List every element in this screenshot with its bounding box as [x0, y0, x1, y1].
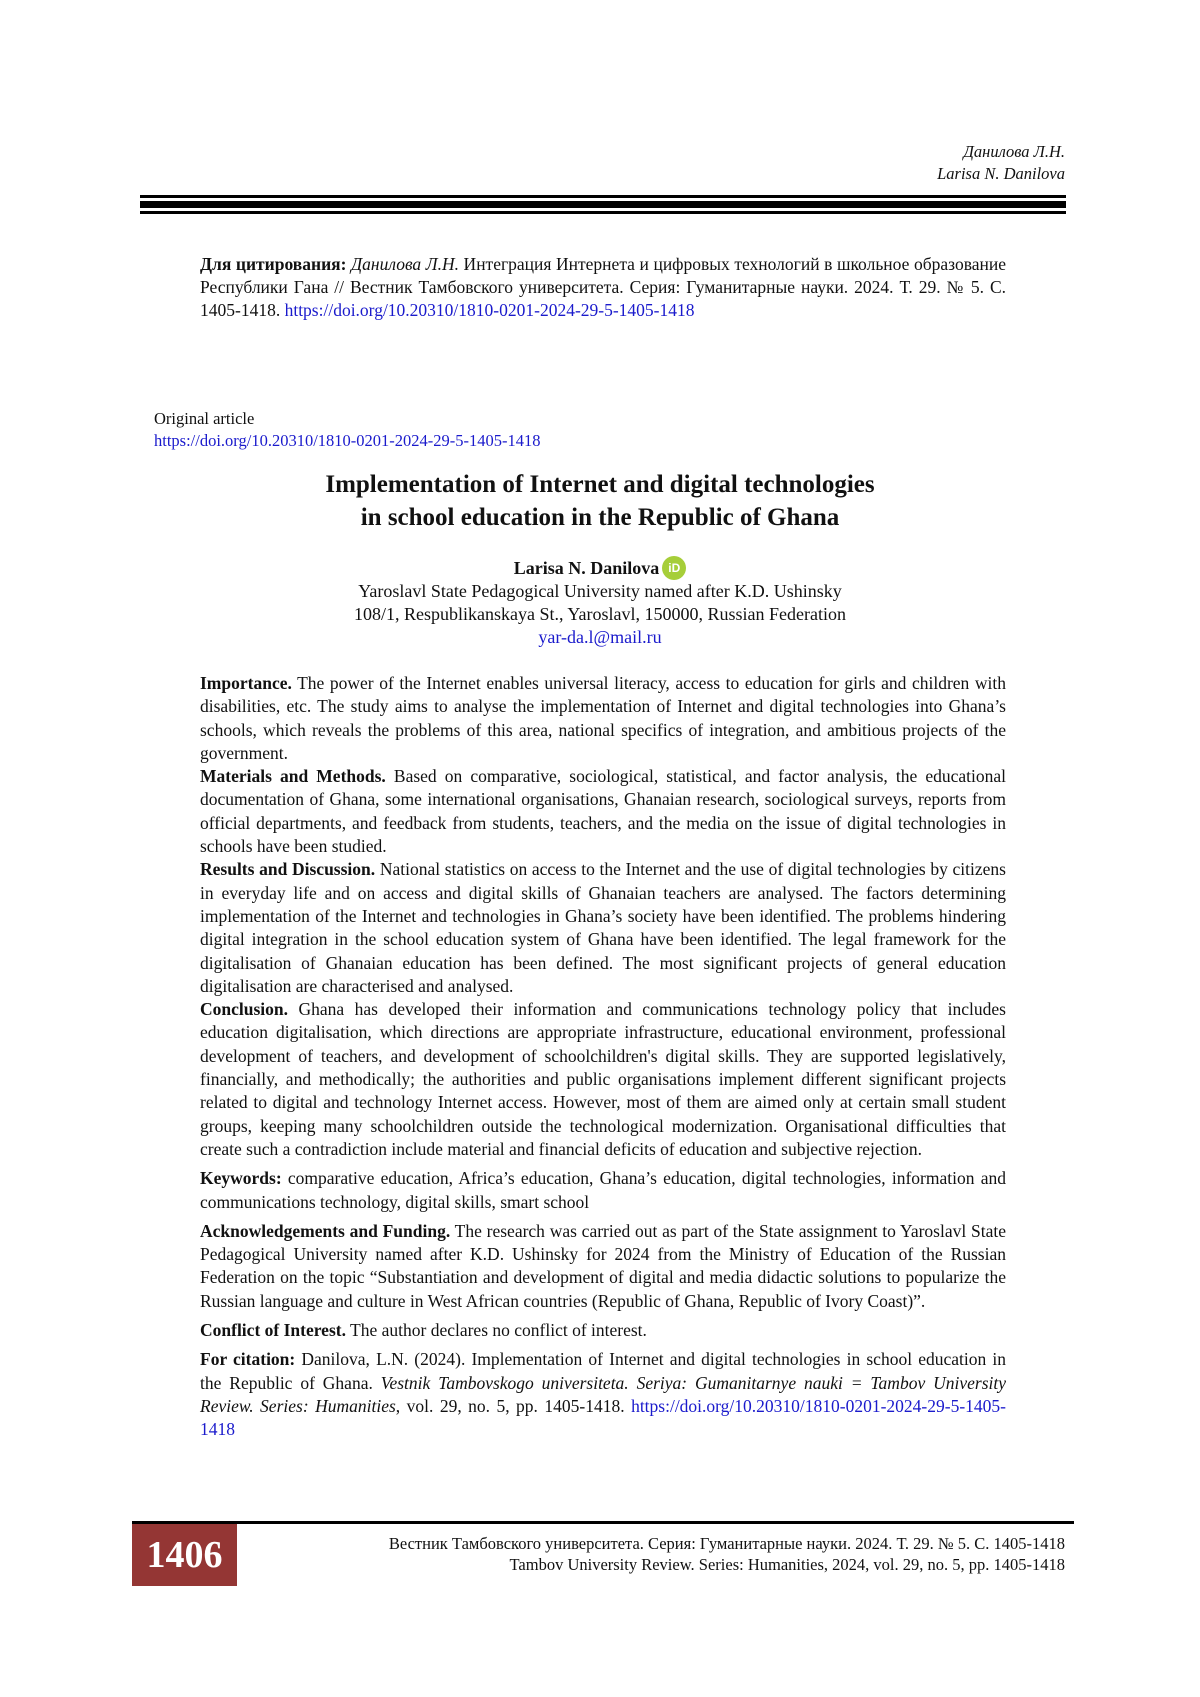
section-label: Conflict of Interest.	[200, 1320, 346, 1340]
section-label: Conclusion.	[200, 999, 288, 1019]
section-text: Danilova, L.N. (2024). Implementation of Internet and digital technologies in school education in the Republic of Ghana.	[200, 1349, 1006, 1392]
journal-name: Vestnik Tambovskogo universiteta. Seriya: Gumanitarnye nauki = Tambov University Review. Series: Humanities	[200, 1373, 1006, 1416]
citation-ru	[200, 253, 1006, 322]
header-rules	[140, 195, 1066, 214]
running-head-ru: Данилова Л.Н.	[937, 141, 1065, 163]
section-label: Results and Discussion.	[200, 859, 375, 879]
title-line: in school education in the Republic of Ghana	[0, 501, 1200, 534]
article-title	[0, 468, 1200, 534]
author-name: Larisa N. Danilova	[514, 558, 660, 578]
section-label: Keywords:	[200, 1168, 282, 1188]
section-text: The author declares no conflict of interest.	[346, 1320, 647, 1340]
section-text: Based on comparative, sociological, statistical, and factor analysis, the educational documentation of Ghana, some international organisations, Ghanaian research, sociological surveys, reports from official departments, and feedback from students, teachers, and the media on the issue of digital technologies in schools have been studied.	[200, 766, 1006, 856]
orcid-icon[interactable]: iD	[662, 556, 686, 580]
section-label: For citation:	[200, 1349, 295, 1369]
footer-journal	[389, 1533, 1065, 1575]
citation-en-doi-link[interactable]: https://doi.org/10.20310/1810-0201-2024-29-5-1405-1418	[200, 1396, 1006, 1439]
section-label: Importance.	[200, 673, 292, 693]
page-number: 1406	[132, 1524, 237, 1586]
article-doi-link[interactable]: https://doi.org/10.20310/1810-0201-2024-29-5-1405-1418	[154, 431, 541, 450]
section-text: Ghana has developed their information and communications technology policy that includes education digitalisation, which directions are appropriate infrastructure, educational environment, professional development of teachers, and development of schoolchildren's digital skills. They are supported legislatively, financially, and methodically; the authorities and public organisations implement different significant projects related to digital and technology Internet access. However, most of them are aimed only at certain small student groups, keeping many schoolchildren outside the technological modernization. Organisational difficulties that create such a contradiction include material and financial deficits of education and subjective rejection.	[200, 999, 1006, 1159]
section-label: Acknowledgements and Funding.	[200, 1221, 450, 1241]
citation-ru-author: Данилова Л.Н.	[351, 254, 459, 274]
section-text: comparative education, Africa’s education, Ghana’s education, digital technologies, information and communications technology, digital skills, smart school	[200, 1168, 1006, 1211]
abstract-conclusion	[200, 998, 1006, 1161]
citation-ru-doi-link[interactable]: https://doi.org/10.20310/1810-0201-2024-29-5-1405-1418	[285, 300, 695, 320]
section-text: The research was carried out as part of the State assignment to Yaroslavl State Pedagogical University named after K.D. Ushinsky for 2024 from the Ministry of Education of the Russian Federation on the topic “Substantiation and development of digital and media didactic solutions to popularize the Russian language and culture in West African countries (Republic of Ghana, Republic of Ivory Coast)”.	[200, 1221, 1006, 1311]
keywords	[200, 1167, 1006, 1214]
citation-en	[200, 1348, 1006, 1441]
section-text: The power of the Internet enables universal literacy, access to education for girls and children with disabilities, etc. The study aims to analyse the implementation of Internet and digital technologies into Ghana’s schools, which reveals the problems of this area, national specifics of integration, and ambitious projects of the government.	[200, 673, 1006, 763]
title-line: Implementation of Internet and digital technologies	[0, 468, 1200, 501]
author-block	[0, 556, 1200, 649]
author-affiliation: Yaroslavl State Pedagogical University named after K.D. Ushinsky	[0, 580, 1200, 603]
author-address: 108/1, Respublikanskaya St., Yaroslavl, 150000, Russian Federation	[0, 603, 1200, 626]
funding	[200, 1220, 1006, 1313]
footer-ru: Вестник Тамбовского университета. Серия: Гуманитарные науки. 2024. Т. 29. № 5. С. 1405-1418	[389, 1533, 1065, 1554]
running-head-en: Larisa N. Danilova	[937, 163, 1065, 185]
running-head	[937, 141, 1065, 185]
citation-ru-text: Интеграция Интернета и цифровых технологий в школьное образование Республики Гана // Вестник Тамбовского университета. Серия: Гуманитарные науки. 2024. Т. 29. № 5. С. 1405-1418.	[200, 254, 1006, 320]
conflict-of-interest	[200, 1319, 1006, 1342]
footer-en: Tambov University Review. Series: Humanities, 2024, vol. 29, no. 5, pp. 1405-1418	[389, 1554, 1065, 1575]
abstract-importance	[200, 672, 1006, 765]
abstract-results	[200, 858, 1006, 998]
footer-rule	[132, 1521, 1074, 1524]
abstract	[200, 672, 1006, 1442]
section-text: , vol. 29, no. 5, pp. 1405-1418.	[396, 1396, 625, 1416]
section-label: Materials and Methods.	[200, 766, 386, 786]
citation-ru-label: Для цитирования:	[200, 254, 346, 274]
article-meta	[154, 408, 541, 452]
section-text: National statistics on access to the Internet and the use of digital technologies by citizens in everyday life and on access and digital skills of Ghanaian teachers are analysed. The factors determining implementation of the Internet and technologies in Ghana’s society have been identified. The problems hindering digital integration in the school education system of Ghana have been identified. The legal framework for the digitalisation of Ghanaian education has been defined. The most significant projects of general education digitalisation are characterised and analysed.	[200, 859, 1006, 995]
author-email-link[interactable]: yar-da.l@mail.ru	[538, 627, 661, 647]
article-type: Original article	[154, 408, 541, 430]
abstract-methods	[200, 765, 1006, 858]
